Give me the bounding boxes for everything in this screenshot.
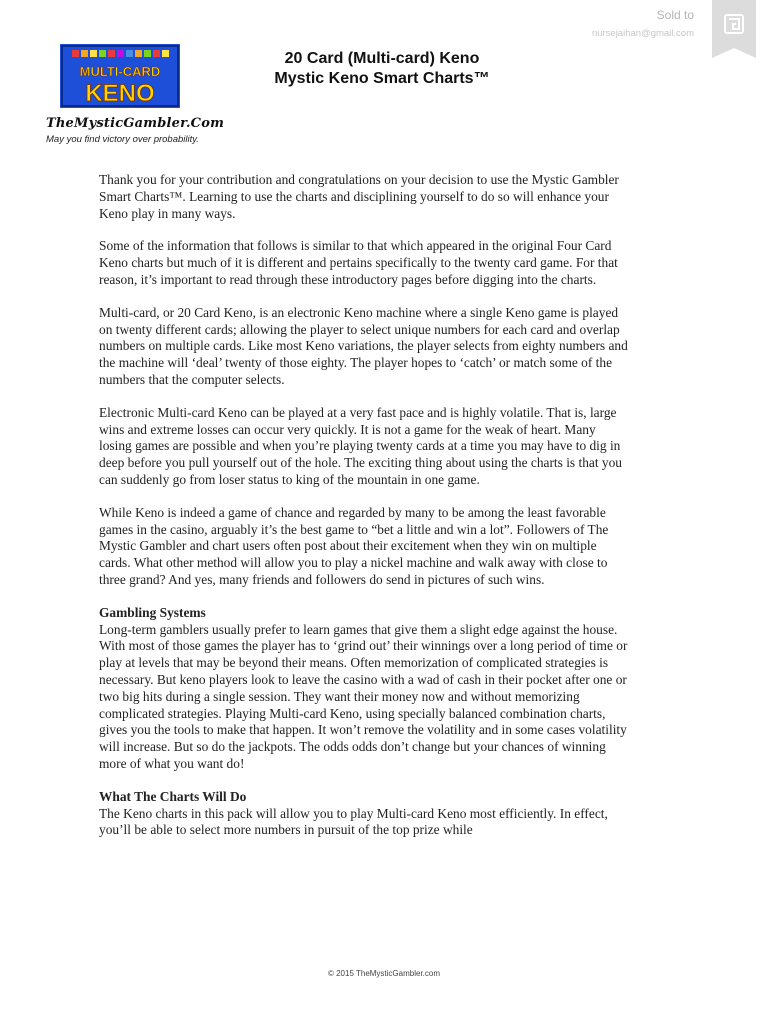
heading-gambling-systems: Gambling Systems xyxy=(99,604,206,620)
bookmark-icon[interactable] xyxy=(712,0,756,58)
sold-to-label: Sold to xyxy=(656,8,694,22)
paragraph-what-charts-do: The Keno charts in this pack will allow you to play Multi-card Keno most efficiently. In effect, you’ll be able to select more numbers in pursuit of the top prize while xyxy=(99,805,608,838)
sold-to-email: nursejaihan@gmail.com xyxy=(591,28,694,39)
footer-copyright: © 2015 TheMysticGambler.com xyxy=(327,969,440,978)
multi-card-keno-logo xyxy=(60,44,180,108)
title-line-1: 20 Card (Multi-card) Keno xyxy=(284,50,480,67)
paragraph-chance: While Keno is indeed a game of chance and regarded by many to be among the least favorable games in the casino, arguably it’s the best game to “bet a little and win a lot”. Followers of The Mystic Gambler and chart users often post about their excitement when they win on multiple cards. What other method will allow you to play a nickel machine and walk away with close to three grand? And yes, many friends and followers do send in pictures of such wins. xyxy=(99,504,609,587)
document-body xyxy=(99,172,631,855)
page-title xyxy=(230,49,534,89)
paragraph-four-card: Some of the information that follows is similar to that which appeared in the original Four Card Keno charts but much of it is different and pertains specifically to the twenty card game. For that reason, it’s important to read through these introductory pages before digging into the charts. xyxy=(99,238,618,287)
brand-name: TheMysticGambler.Com xyxy=(46,116,225,131)
paragraph-intro: Thank you for your contribution and congratulations on your decision to use the Mystic Gambler Smart Charts™. Learning to use the charts and disciplining yourself to do so will enhance your Keno play in many ways. xyxy=(99,172,619,221)
title-line-2: Mystic Keno Smart Charts™ xyxy=(274,70,490,87)
heading-what-charts-do: What The Charts Will Do xyxy=(99,788,247,804)
paragraph-multi-card: Multi-card, or 20 Card Keno, is an electronic Keno machine where a single Keno game is played on twenty different cards; allowing the player to select unique numbers for each card and overlap numbers on multiple cards. Like most Keno variations, the player selects from eighty numbers and the machine will ‘deal’ twenty of those eighty. The player hopes to ‘catch’ or match some of the numbers that the computer selects. xyxy=(99,304,628,387)
paragraph-gambling-systems: Long-term gamblers usually prefer to learn games that give them a slight edge against the house. With most of those games the player has to ‘grind out’ their winnings over a long period of time or play at levels that may be beyond their means. Often memorization of complicated strategies is necessary. But keno players look to leave the casino with a wad of cash in their pocket after one or two big hits during a single session. They want their money now and without memorizing complicated strategies. Playing Multi-card Keno, using specially balanced combination charts, gives you the tools to make that happen. It won’t remove the volatility and in some cases volatility will increase. But so do the jackpots. The odds odds don’t change but your chances of winning more of what you want do! xyxy=(99,621,628,771)
logo-line1: MULTI-CARD xyxy=(79,64,161,79)
paragraph-volatility: Electronic Multi-card Keno can be played at a very fast pace and is highly volatile. That is, large wins and extreme losses can occur very quickly. It is not a game for the weak of heart. Many losing games are possible and when you’re playing twenty cards at a time you may have to dig in deep before you pull yourself out of the hole. The exciting thing about using the charts is that you can suddenly go from loser status to king of the mountain in one game. xyxy=(99,404,622,487)
tagline: May you find victory over probability. xyxy=(46,134,199,145)
logo-line2: KENO xyxy=(85,80,155,107)
sold-to-panel xyxy=(568,0,768,60)
